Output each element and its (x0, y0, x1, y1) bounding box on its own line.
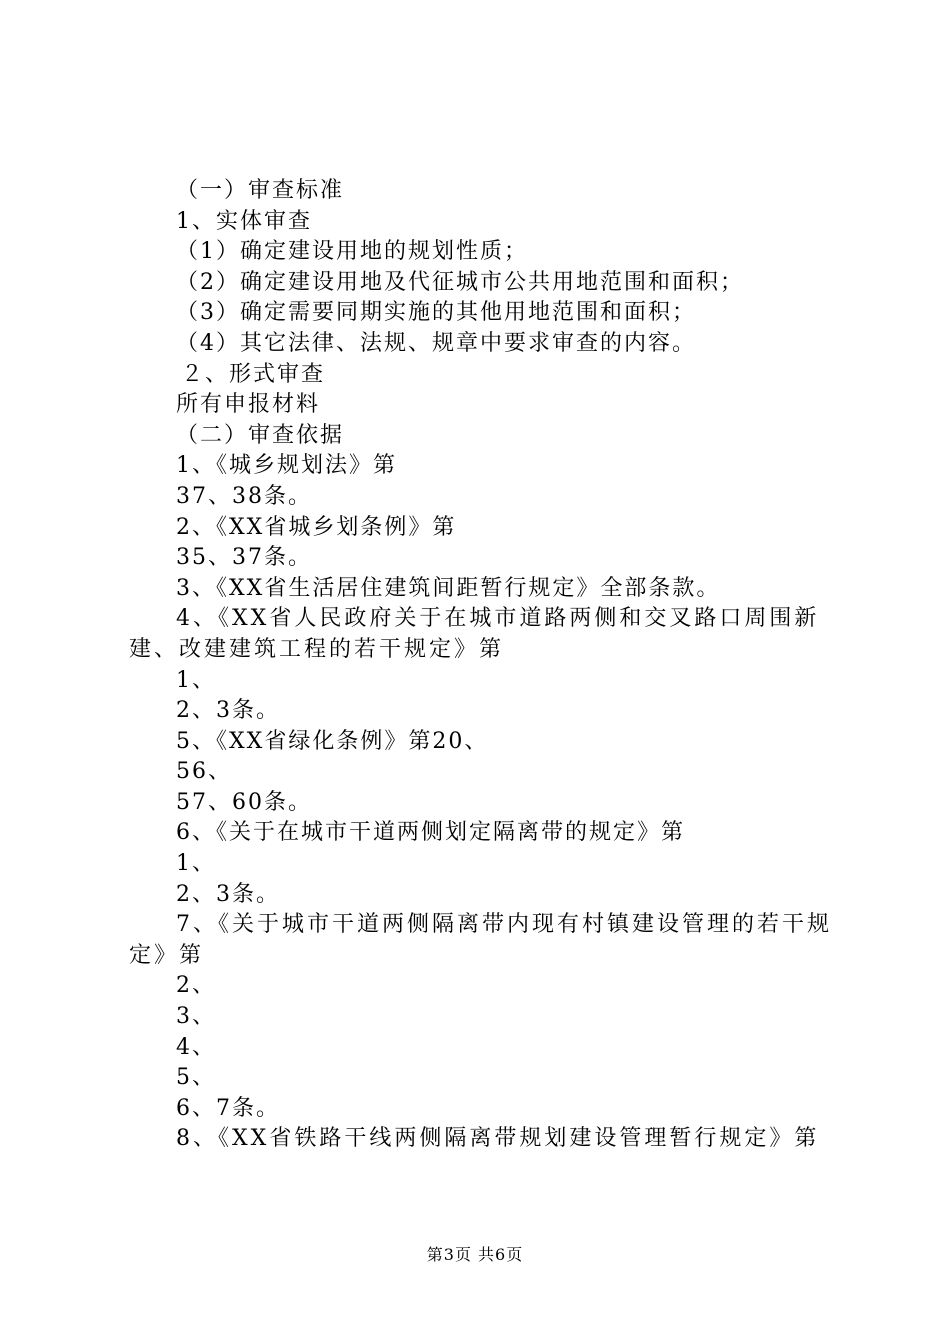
paragraph-line: 56、 (176, 759, 232, 785)
list-item: 4、《XX省人民政府关于在城市道路两侧和交叉路口周围新建、改建建筑工程的若干规定》第 (129, 606, 820, 662)
subheading-substantive-review: 1、实体审查 (176, 208, 312, 234)
paragraph-line: 3、 (176, 1004, 216, 1030)
list-item: 2、《XX省城乡划条例》第 (176, 514, 457, 540)
paragraph-line: 4、 (176, 1034, 216, 1060)
subheading-formal-review: ２、形式审查 (181, 361, 326, 387)
paragraph-line: 35、37条。 (176, 545, 312, 571)
paragraph-line: 6、7条。 (176, 1095, 280, 1121)
list-item: （3）确定需要同期实施的其他用地范围和面积； (176, 300, 696, 326)
paragraph-line: 所有申报材料 (176, 392, 321, 418)
list-item: 7、《关于城市干道两侧隔离带内现有村镇建设管理的若干规定》第 (129, 912, 832, 968)
list-item: 5、《XX省绿化条例》第20、 (176, 728, 489, 754)
paragraph-line: 2、3条。 (176, 881, 280, 907)
paragraph-line: 1、 (176, 851, 216, 877)
paragraph-line: 5、 (176, 1065, 216, 1091)
paragraph-line: 2、 (176, 973, 216, 999)
paragraph-line: 37、38条。 (176, 483, 312, 509)
paragraph-line: 2、3条。 (176, 698, 280, 724)
document-body (129, 176, 839, 1155)
paragraph-line: 1、 (176, 667, 216, 693)
list-item: 1、《城乡规划法》第 (176, 453, 397, 479)
list-item: （2）确定建设用地及代征城市公共用地范围和面积； (176, 269, 744, 295)
list-item: （4）其它法律、法规、规章中要求审查的内容。 (176, 330, 696, 356)
section-heading-standards: （一）审查标准 (176, 178, 345, 203)
paragraph-line: 57、60条。 (176, 789, 312, 815)
list-item: （1）确定建设用地的规划性质； (176, 239, 528, 265)
list-item: 8、《XX省铁路干线两侧隔离带规划建设管理暂行规定》第 (176, 1126, 820, 1152)
list-item: 6、《关于在城市干道两侧划定隔离带的规定》第 (176, 820, 685, 846)
section-heading-basis: （二）审查依据 (176, 422, 345, 448)
list-item: 3、《XX省生活居住建筑间距暂行规定》全部条款。 (176, 575, 721, 601)
page-footer: 第3页 共6页 (426, 1245, 524, 1264)
